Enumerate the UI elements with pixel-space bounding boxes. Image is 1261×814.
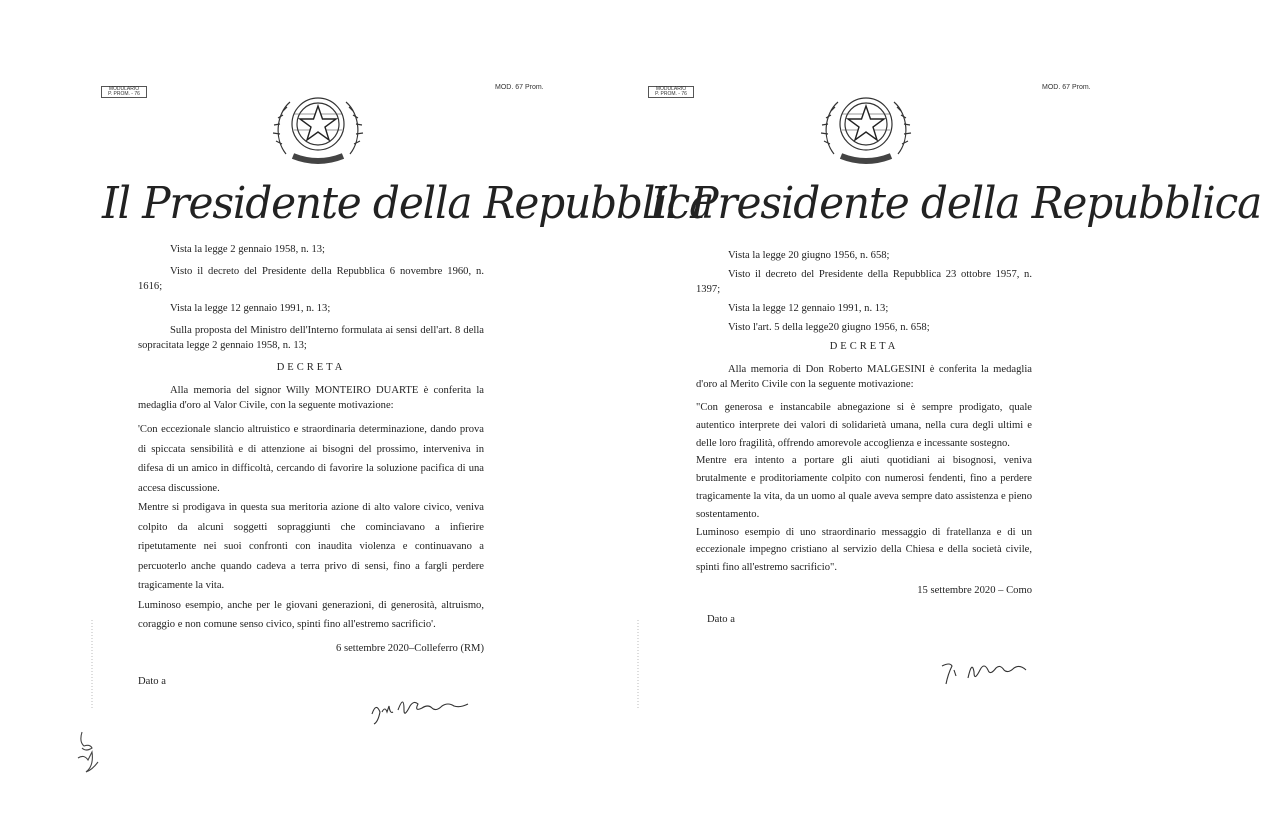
mod-reference: MOD. 67 Prom.	[495, 84, 544, 91]
modulario-box	[101, 86, 147, 98]
page-heading: Il Presidente della Repubblica	[650, 178, 1261, 229]
modulario-line: P. PROM. - 76	[655, 91, 687, 97]
date-place: 15 settembre 2020 – Como	[917, 584, 1032, 596]
margin-print-mark	[634, 620, 642, 710]
margin-print-mark	[88, 620, 96, 710]
premise-paragraph: Visto l'art. 5 della legge20 giugno 1956, n. 658;	[728, 322, 930, 333]
modulario-line: MODULARIO	[655, 86, 687, 92]
modulario-line: P. PROM. - 76	[108, 91, 140, 97]
motivation-paragraph: Luminoso esempio di uno straordinario messaggio di fratellanza e di un eccezionale impegno cristiano al servizio della Chiesa e della società civile, spinti fino all'estremo sacrificio".	[696, 526, 1032, 574]
premise-paragraph: Vista la legge 12 gennaio 1991, n. 13;	[170, 303, 331, 314]
signature-icon	[368, 692, 488, 728]
decreta-heading: DECRETA	[829, 341, 899, 352]
mod-reference: MOD. 67 Prom.	[1042, 84, 1091, 91]
motivation-paragraph: Luminoso esempio, anche per le giovani generazioni, di generosità, altruismo, coraggio e non comune senso civico, spinti fino all'estremo sacrificio'.	[138, 599, 484, 630]
signature-icon	[938, 656, 1050, 690]
modulario-box	[648, 86, 694, 98]
motivation-paragraph: Mentre era intento a portare gli aiuti quotidiani ai bisognosi, veniva brutalmente e proditoriamente colpito con numerosi fendenti, fino a perdere tragicamente la vita, da un uomo al quale aveva sempre dato assistenza e pieno sostentamento.	[696, 455, 1032, 520]
page-heading: Il Presidente della Repubblica	[102, 178, 714, 229]
premise-paragraph: Sulla proposta del Ministro dell'Interno formulata ai sensi dell'art. 8 della sopracitata legge 2 gennaio 1958, n. 13;	[138, 325, 484, 351]
decree-body	[696, 248, 1032, 598]
award-paragraph: Alla memoria di Don Roberto MALGESINI è conferita la medaglia d'oro al Merito Civile con la seguente motivazione:	[696, 364, 1032, 390]
italian-emblem-icon	[816, 84, 916, 168]
italian-emblem-icon	[268, 84, 368, 168]
date-place: 6 settembre 2020–Colleferro (RM)	[336, 642, 484, 654]
modulario-line: MODULARIO	[108, 86, 140, 92]
motivation-paragraph: 'Con eccezionale slancio altruistico e straordinaria determinazione, dando prova di spiccata sensibilità e di attenzione ai bisogni del prossimo, interveniva in difesa di un amico in difficoltà, cercando di favorire la soluzione pacifica di una accesa discussione.	[138, 424, 484, 494]
initials-icon	[70, 728, 110, 788]
premise-paragraph: Vista la legge 12 gennaio 1991, n. 13;	[728, 303, 889, 314]
decree-page-right	[600, 0, 1261, 814]
award-paragraph: Alla memoria del signor Willy MONTEIRO DUARTE è conferita la medaglia d'oro al Valor Civile, con la seguente motivazione:	[138, 385, 484, 411]
premise-paragraph: Visto il decreto del Presidente della Repubblica 23 ottobre 1957, n. 1397;	[696, 269, 1032, 295]
decree-body	[138, 242, 484, 656]
motivation-paragraph: "Con generosa e instancabile abnegazione si è sempre prodigato, quale autentico interprete dei valori di solidarietà umana, nella cura degli ultimi e delle loro fragilità, offrendo amorevole accoglienza e incessante sostegno.	[696, 402, 1032, 449]
motivation-paragraph: Mentre si prodigava in questa sua meritoria azione di alto valore civico, veniva colpito da alcuni soggetti sopraggiunti che cominciavano a infierire ripetutamente nei suoi confronti con inaudita violenza e continuavano a percuoterlo anche quando cadeva a terra privo di sensi, fino a fargli perdere tragicamente la vita.	[138, 502, 484, 591]
premise-paragraph: Vista la legge 2 gennaio 1958, n. 13;	[170, 244, 326, 255]
premise-paragraph: Visto il decreto del Presidente della Repubblica 6 novembre 1960, n. 1616;	[138, 266, 484, 292]
dato-label: Dato a	[138, 676, 166, 687]
premise-paragraph: Vista la legge 20 giugno 1956, n. 658;	[728, 250, 890, 261]
decreta-heading: DECRETA	[276, 362, 346, 373]
dato-label: Dato a	[707, 614, 735, 625]
